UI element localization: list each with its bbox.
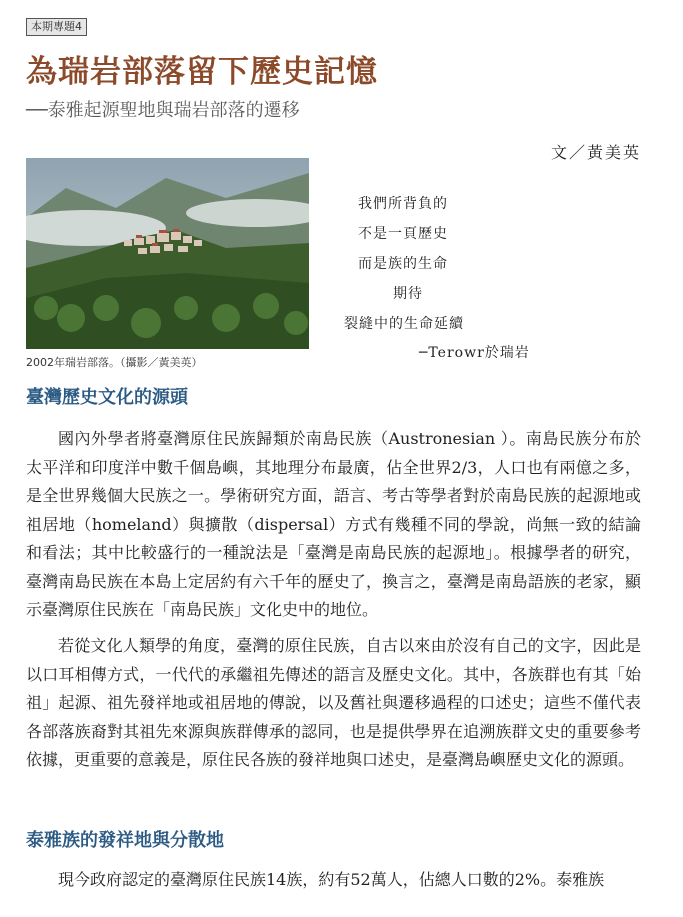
photo-caption: 2002年瑞岩部落。（攝影／黃美英）: [26, 356, 203, 369]
body-paragraph: 若從文化人類學的角度，臺灣的原住民族，自古以來由於沒有自己的文字，因此是以口耳相傳方式，一代代的承繼祖先傳述的語言及歷史文化。其中，各族群也有其「始祖」起源、祖先發祥地或祖居地的傳說，以及舊社與遷移過程的口述史；這些不僅代表各部落族裔對其祖先來源與族群傳承的認同，也是提供學界在追溯族群文史的重要參考依據，更重要的意義是，原住民各族的發祥地與口述史，是臺灣島嶼歷史文化的源頭。: [26, 636, 641, 769]
poem-line: 裂縫中的生命延續: [344, 316, 464, 332]
author-byline: 文／黃美英: [550, 143, 641, 162]
poem-line: 我們所背負的: [358, 196, 448, 212]
article-title: 為瑞岩部落留下歷史記憶: [26, 54, 378, 90]
section-tag: 本期專題4: [26, 18, 87, 36]
village-photo: [26, 158, 309, 349]
section-heading: 臺灣歷史文化的源頭: [26, 387, 188, 408]
body-paragraph: 現今政府認定的臺灣原住民族14族，約有52萬人，佔總人口數的2%。泰雅族: [58, 870, 605, 889]
poem-line: 期待: [393, 286, 423, 302]
poem-line: 而是族的生命: [358, 256, 448, 272]
body-paragraph: 國內外學者將臺灣原住民族歸類於南島民族（Austronesian ）。南島民族分布於太平洋和印度洋中數千個島嶼，其地理分布最廣，佔全世界2/3，人口也有兩億之多，是全世界幾個大民族之一。學術研究方面，語言、考古等學者對於南島民族的起源地或祖居地（homeland）與擴散（dispersal）方式有幾種不同的學說，尚無一致的結論和看法；其中比較盛行的一種說法是「臺灣是南島民族的起源地」。根據學者的研究，臺灣南島民族在本島上定居約有六千年的歷史了，換言之，臺灣是南島語族的老家，顯示臺灣原住民族在「南島民族」文化史中的地位。: [26, 429, 641, 619]
poem-attribution: ─Terowr於瑞岩: [419, 345, 530, 361]
article-subtitle: ──泰雅起源聖地與瑞岩部落的遷移: [26, 100, 300, 121]
poem-line: 不是一頁歷史: [358, 226, 448, 242]
section-heading: 泰雅族的發祥地與分散地: [26, 830, 224, 851]
mountain-village-image: [26, 158, 309, 349]
